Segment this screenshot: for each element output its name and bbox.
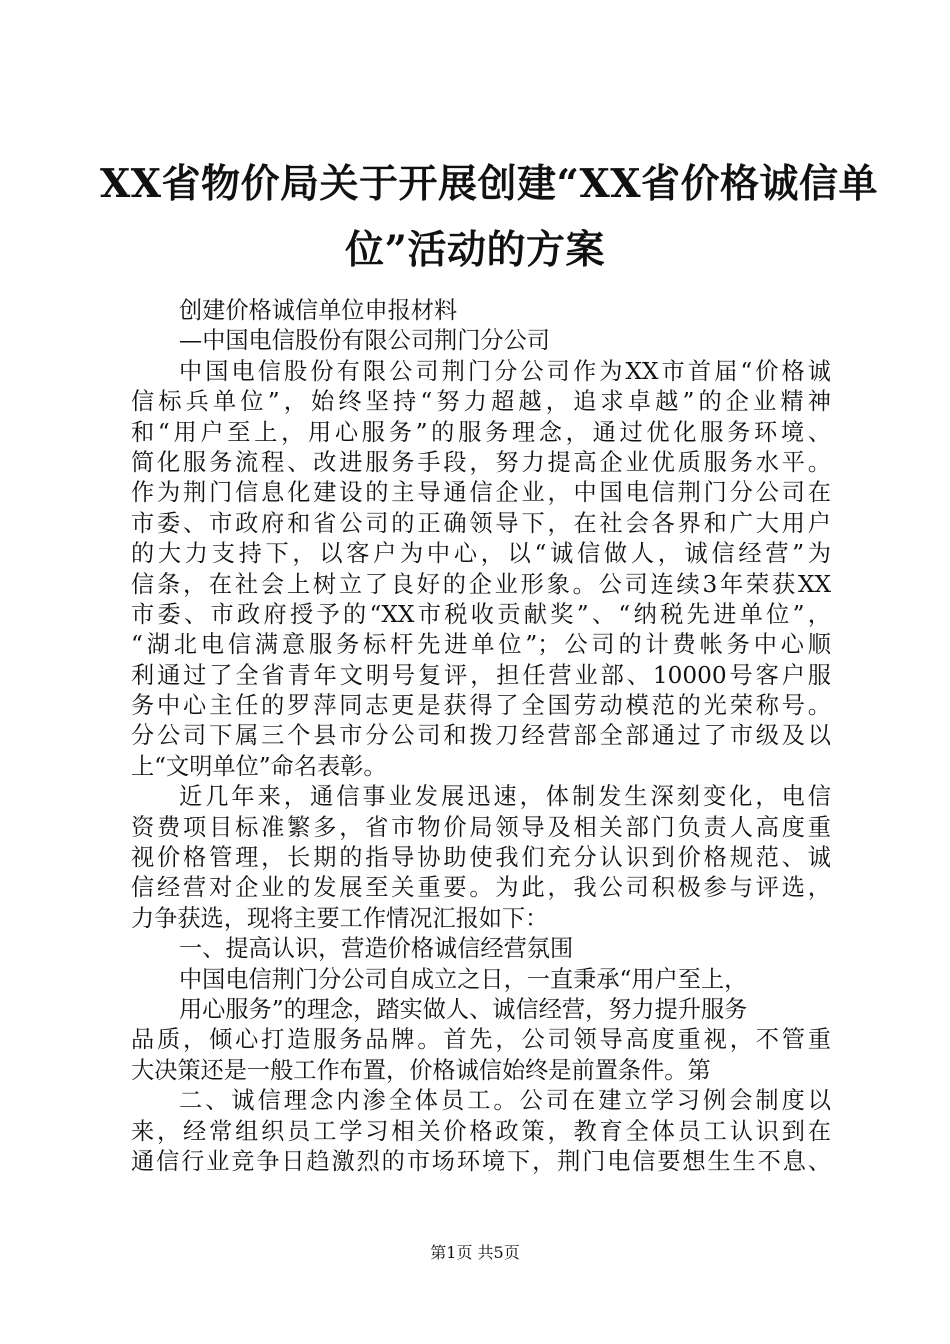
body-line: 务中心主任的罗萍同志更是获得了全国劳动模范的光荣称号。	[131, 692, 831, 720]
body-line: 用心服务”的理念，踏实做人、诚信经营，努力提升服务	[179, 995, 748, 1023]
body-line: 资费项目标准繁多，省市物价局领导及相关部门负责人高度重	[131, 813, 831, 841]
body-line: 近几年来，通信事业发展迅速，体制发生深刻变化，电信	[179, 783, 831, 811]
body-line: 中国电信荆门分公司自成立之日，一直秉承“用户至上，	[179, 965, 748, 993]
body-line: 通信行业竞争日趋激烈的市场环境下，荆门电信要想生生不息、	[131, 1147, 831, 1175]
document-title-line-2: 位”活动的方案	[345, 227, 605, 273]
body-line: 上“文明单位”命名表彰。	[131, 752, 387, 780]
body-line: 信条，在社会上树立了良好的企业形象。公司连续3年荣获XX	[131, 570, 831, 598]
body-line: —中国电信股份有限公司荆门分公司	[179, 327, 550, 355]
body-line: 作为荆门信息化建设的主导通信企业，中国电信荆门分公司在	[131, 479, 831, 507]
body-line: 二、诚信理念内渗全体员工。公司在建立学习例会制度以	[179, 1087, 831, 1115]
body-line: 信经营对企业的发展至关重要。为此，我公司积极参与评选，	[131, 874, 831, 902]
body-line: 来，经常组织员工学习相关价格政策，教育全体员工认识到在	[131, 1117, 831, 1145]
body-line: 视价格管理，长期的指导协助使我们充分认识到价格规范、诚	[131, 844, 831, 872]
body-line: 市委、市政府和省公司的正确领导下，在社会各界和广大用户	[131, 509, 831, 537]
body-line: 创建价格诚信单位申报材料	[179, 297, 458, 324]
section-heading: 一、提高认识，营造价格诚信经营氛围	[179, 935, 574, 963]
body-line: 信标兵单位”，始终坚持“努力超越，追求卓越”的企业精神	[131, 388, 831, 416]
document-body	[131, 296, 831, 1177]
page-number-footer: 第1页 共5页	[430, 1243, 520, 1262]
body-line: 简化服务流程、改进服务手段，努力提高企业优质服务水平。	[131, 448, 831, 476]
body-line: 中国电信股份有限公司荆门分公司作为XX市首届“价格诚	[179, 357, 831, 385]
body-line: 利通过了全省青年文明号复评，担任营业部、10000号客户服	[131, 661, 831, 689]
body-line: 的大力支持下，以客户为中心，以“诚信做人，诚信经营”为	[131, 540, 831, 568]
body-line: “湖北电信满意服务标杆先进单位”；公司的计费帐务中心顺	[131, 631, 831, 659]
body-line: 大决策还是一般工作布置，价格诚信始终是前置条件。第	[131, 1056, 711, 1084]
body-line: 和“用户至上，用心服务”的服务理念，通过优化服务环境、	[131, 418, 831, 446]
document-title-line-1: XX省物价局关于开展创建“XX省价格诚信单	[100, 161, 878, 207]
body-line: 分公司下属三个县市分公司和拨刀经营部全部通过了市级及以	[131, 722, 831, 750]
body-line: 力争获选，现将主要工作情况汇报如下：	[131, 904, 549, 932]
body-line: 品质，倾心打造服务品牌。首先，公司领导高度重视，不管重	[131, 1026, 831, 1054]
body-line: 市委、市政府授予的“XX市税收贡献奖”、“纳税先进单位”，	[131, 600, 831, 628]
